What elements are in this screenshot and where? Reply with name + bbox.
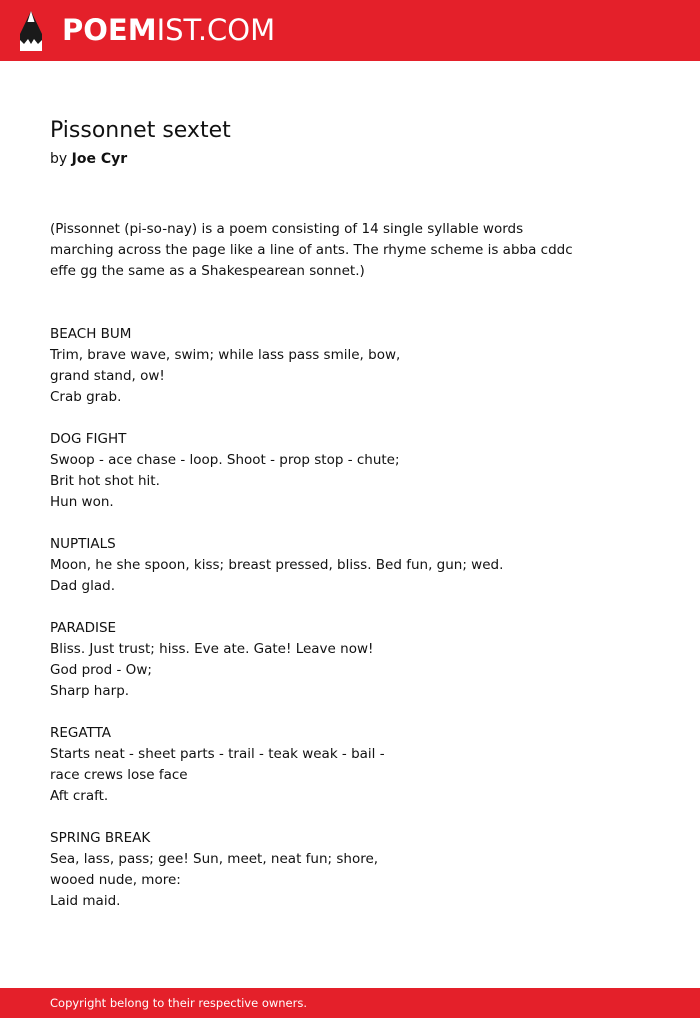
by-label: by <box>50 151 68 167</box>
stanza-heading: SPRING BREAK <box>50 830 151 846</box>
stanza-line: Brit hot shot hit. <box>50 473 160 489</box>
intro-line: marching across the page like a line of ants. The rhyme scheme is abba cddc <box>50 242 573 258</box>
site-footer <box>0 988 700 1018</box>
stanza-line: God prod - Ow; <box>50 662 152 678</box>
poem-title: Pissonnet sextet <box>50 118 231 143</box>
stanza-heading: DOG FIGHT <box>50 431 127 447</box>
stanza-line: wooed nude, more: <box>50 872 181 888</box>
site-header <box>0 0 700 61</box>
stanza-line: Trim, brave wave, swim; while lass pass smile, bow, <box>50 347 401 363</box>
stanza-line: grand stand, ow! <box>50 368 165 384</box>
stanza-heading: REGATTA <box>50 725 112 741</box>
stanza-line: Hun won. <box>50 494 114 510</box>
site-logo[interactable] <box>62 12 275 48</box>
stanza-heading: PARADISE <box>50 620 117 636</box>
stanza-paradise <box>50 618 610 702</box>
poem-intro <box>50 219 590 282</box>
stanza-heading: NUPTIALS <box>50 536 116 552</box>
brand-bold: POEM <box>62 13 157 47</box>
stanza-beach-bum <box>50 324 610 408</box>
stanza-heading: BEACH BUM <box>50 326 132 342</box>
brand-light: IST.COM <box>156 13 276 47</box>
stanza-spring-break <box>50 828 610 912</box>
stanza-dog-fight <box>50 429 610 513</box>
stanza-regatta <box>50 723 610 807</box>
copyright-notice: Copyright belong to their respective owners. <box>50 996 308 1010</box>
intro-line: effe gg the same as a Shakespearean sonnet.) <box>50 263 365 279</box>
stanza-nuptials <box>50 534 610 597</box>
stanza-line: Starts neat - sheet parts - trail - teak weak - bail - <box>50 746 385 762</box>
stanza-line: Bliss. Just trust; hiss. Eve ate. Gate! Leave now! <box>50 641 374 657</box>
poem-body <box>50 324 610 933</box>
stanza-line: Aft craft. <box>50 788 109 804</box>
author-name: Joe Cyr <box>71 151 128 167</box>
byline <box>50 149 127 169</box>
stanza-line: Moon, he she spoon, kiss; breast pressed, bliss. Bed fun, gun; wed. <box>50 557 504 573</box>
stanza-line: Sea, lass, pass; gee! Sun, meet, neat fun; shore, <box>50 851 379 867</box>
stanza-line: Sharp harp. <box>50 683 130 699</box>
stanza-line: Dad glad. <box>50 578 115 594</box>
stanza-line: Crab grab. <box>50 389 122 405</box>
stanza-line: Laid maid. <box>50 893 121 909</box>
stanza-line: race crews lose face <box>50 767 188 783</box>
pencil-tip-icon <box>18 10 44 52</box>
stanza-line: Swoop - ace chase - loop. Shoot - prop stop - chute; <box>50 452 400 468</box>
intro-line: (Pissonnet (pi-so-nay) is a poem consisting of 14 single syllable words <box>50 221 524 237</box>
